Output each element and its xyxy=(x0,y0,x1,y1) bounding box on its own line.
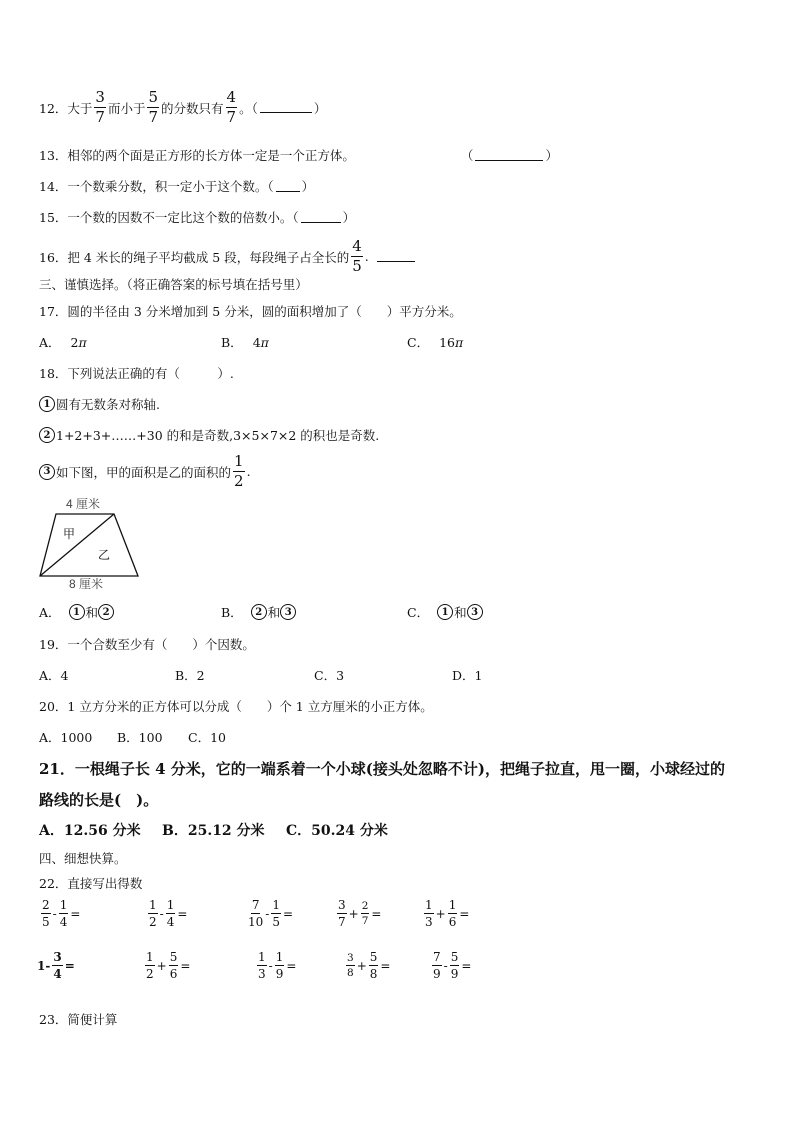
option-b[interactable]: B． 2 和 3 xyxy=(221,603,297,621)
circled-number-icon: 2 xyxy=(251,604,267,620)
option-c[interactable]: C． 16π xyxy=(407,335,464,350)
answer-blank[interactable] xyxy=(475,150,543,161)
calc-item: $\frac{3}{8}$ + $\frac{5}{8}$ = xyxy=(347,950,391,981)
circled-number-icon: 2 xyxy=(39,427,55,443)
question-18: 18．下列说法正确的有（ ）. xyxy=(39,366,234,381)
question-12: 12． 大于 $\frac{3}{7}$ 而小于 $\frac{5}{7}$ 的分数只有 $\frac{4}{7}$ 。（ ） xyxy=(39,88,327,126)
figure-label-top: 4 厘米 xyxy=(66,497,101,511)
answer-blank[interactable] xyxy=(377,251,415,262)
figure-label-yi: 乙 xyxy=(98,548,111,562)
option-c[interactable]: C．10 xyxy=(188,730,226,745)
fraction: $\frac{3}{7}$ xyxy=(95,88,105,126)
answer-blank[interactable] xyxy=(276,181,300,192)
circled-number-icon: 2 xyxy=(98,604,114,620)
question-17: 17．圆的半径由 3 分米增加到 5 分米，圆的面积增加了（ ）平方分米。 xyxy=(39,304,462,319)
fraction: $\frac{5}{7}$ xyxy=(148,88,159,126)
trapezoid-figure xyxy=(30,494,150,594)
question-19: 19．一个合数至少有（ ）个因数。 xyxy=(39,637,255,652)
option-d[interactable]: D．1 xyxy=(452,668,483,683)
circled-number-icon: 3 xyxy=(39,464,55,480)
fraction: $\frac{1}{2}$ xyxy=(234,452,244,490)
calc-item: $\frac{1}{2}$ - $\frac{1}{4}$ = xyxy=(149,898,188,929)
question-13: 13．相邻的两个面是正方形的长方体一定是一个正方体。 （ ） xyxy=(39,148,558,163)
calc-item: $\frac{3}{7}$ + $\frac{2}{7}$ = xyxy=(338,898,382,929)
figure-label-jia: 甲 xyxy=(63,527,76,541)
calc-item: 1- $\frac{3}{4}$ = xyxy=(37,950,75,981)
question-23: 23．简便计算 xyxy=(39,1012,118,1027)
option-a[interactable]: A． 2π xyxy=(39,335,87,350)
calc-item: $\frac{1}{3}$ - $\frac{1}{9}$ = xyxy=(258,950,297,981)
circled-number-icon: 1 xyxy=(69,604,85,620)
option-b[interactable]: B． 4π xyxy=(221,335,269,350)
question-21-line1: 21．一根绳子长 4 分米，它的一端系着一个小球(接头处忽略不计)，把绳子拉直，甩一圈，小球经过的 xyxy=(39,760,725,778)
option-a[interactable]: A．4 xyxy=(39,668,69,683)
figure-label-bottom: 8 厘米 xyxy=(69,577,104,591)
calc-item: $\frac{1}{3}$ + $\frac{1}{6}$ = xyxy=(425,898,470,929)
answer-blank[interactable] xyxy=(260,102,312,113)
calc-item: $\frac{2}{5}$ - $\frac{1}{4}$ = xyxy=(42,898,81,929)
option-a[interactable]: A． 1 和 2 xyxy=(39,603,115,621)
calc-item: $\frac{1}{2}$ + $\frac{5}{6}$ = xyxy=(146,950,191,981)
circled-number-icon: 1 xyxy=(39,396,55,412)
circled-number-icon: 3 xyxy=(467,604,483,620)
option-a[interactable]: A．1000 xyxy=(39,730,93,745)
circled-number-icon: 1 xyxy=(437,604,453,620)
question-14: 14．一个数乘分数，积一定小于这个数。（ ） xyxy=(39,179,315,194)
fraction: $\frac{4}{7}$ xyxy=(226,88,237,126)
option-b[interactable]: B．100 xyxy=(117,730,163,745)
question-16: 16．把 4 米长的绳子平均截成 5 段，每段绳子占全长的 $\frac{4}{5}$ . xyxy=(39,239,417,274)
calc-item: $\frac{7}{10}$ - $\frac{1}{5}$ = xyxy=(248,898,294,929)
option-c[interactable]: C．3 xyxy=(314,668,345,683)
question-22: 22．直接写出得数 xyxy=(39,876,143,891)
option-c[interactable]: C． 1 和 3 xyxy=(407,603,484,621)
statement-2: 2 1+2+3+……+30 的和是奇数,3×5×7×2 的积也是奇数. xyxy=(39,426,379,444)
option-a[interactable]: A．12.56 分米 xyxy=(39,823,141,839)
circled-number-icon: 3 xyxy=(280,604,296,620)
question-15: 15．一个数的因数不一定比这个数的倍数小。（ ） xyxy=(39,210,356,225)
question-20: 20．1 立方分米的正方体可以分成（ ）个 1 立方厘米的小正方体。 xyxy=(39,699,433,714)
statement-3: 3 如下图，甲的面积是乙的面积的 $\frac{1}{2}$ . xyxy=(39,454,251,489)
option-c[interactable]: C．50.24 分米 xyxy=(286,823,388,839)
calc-item: $\frac{7}{9}$ - $\frac{5}{9}$ = xyxy=(433,950,472,981)
question-21-line2: 路线的长是( )。 xyxy=(39,791,159,809)
fraction: $\frac{4}{5}$ xyxy=(352,237,362,275)
option-b[interactable]: B．25.12 分米 xyxy=(162,823,265,839)
statement-1: 1 圆有无数条对称轴. xyxy=(39,395,160,413)
option-b[interactable]: B．2 xyxy=(175,668,205,683)
section-heading: 四、细想快算。 xyxy=(39,851,127,866)
section-heading: 三、谨慎选择。（将正确答案的标号填在括号里） xyxy=(39,277,308,292)
answer-blank[interactable] xyxy=(301,212,341,223)
